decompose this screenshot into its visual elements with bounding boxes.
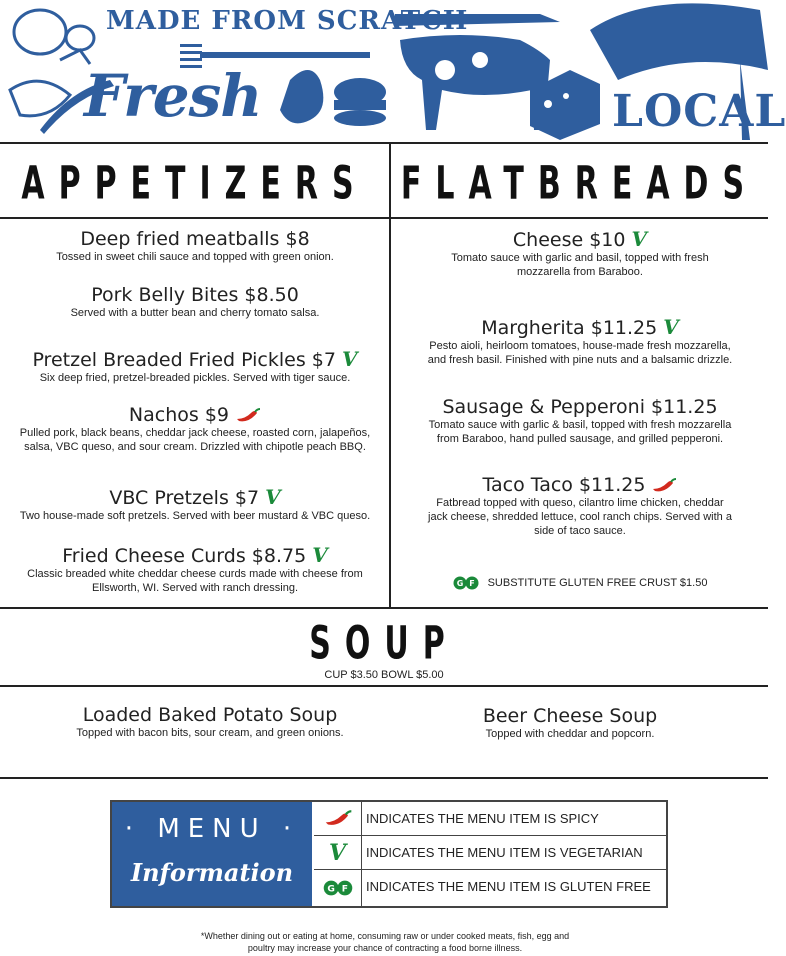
vegetarian-icon: V <box>265 485 281 509</box>
menu-label: · MENU · <box>124 814 300 844</box>
item-desc: Two house-made soft pretzels. Served with beer mustard & VBC queso. <box>19 510 371 522</box>
menu-item <box>10 348 380 385</box>
gluten-free-icon <box>453 576 479 590</box>
item-desc: Six deep fried, pretzel-breaded pickles. Served with tiger sauce. <box>39 372 351 384</box>
vegetarian-icon: V <box>631 227 648 251</box>
chili-pepper-icon <box>235 407 261 425</box>
item-desc: Pulled pork, black beans, cheddar jack cheese, roasted corn, jalapeños, <box>19 427 371 439</box>
item-desc: mozzarella from Baraboo. <box>517 266 643 278</box>
item-name: Taco Taco $11.25 <box>482 474 646 496</box>
footnote-line: poultry may increase your chance of contracting a food borne illness. <box>247 943 523 953</box>
item-name: VBC Pretzels $7 <box>109 487 260 509</box>
item-name: Sausage & Pepperoni $11.25 <box>442 396 718 418</box>
item-desc: Served with a butter bean and cherry tomato salsa. <box>70 307 320 319</box>
item-desc: jack cheese, shredded lettuce, cool ranch chips. Served with a <box>428 511 732 523</box>
svg-text:G: G <box>456 579 463 588</box>
item-name: Fried Cheese Curds $8.75 <box>62 545 307 567</box>
item-name: Cheese $10 <box>512 229 626 251</box>
item-desc: Topped with cheddar and popcorn. <box>485 728 655 740</box>
menu-item <box>10 486 380 523</box>
legend-row-gluten-free <box>314 870 666 906</box>
item-desc: Pesto aioli, heirloom tomatoes, house-made fresh mozzarella, <box>429 340 731 352</box>
menu-item <box>400 396 760 446</box>
item-desc: Classic breaded white cheddar cheese curds made with cheese from <box>27 568 363 580</box>
gluten-free-note <box>400 576 760 590</box>
menu-info-header <box>112 802 312 906</box>
information-label: Information <box>130 858 294 887</box>
menu-item <box>400 474 760 538</box>
gf-crust-text: SUBSTITUTE GLUTEN FREE CRUST $1.50 <box>487 576 708 589</box>
vegetarian-icon: V <box>342 347 358 371</box>
made-from-scratch-text: MADE FROM SCRATCH <box>106 6 469 36</box>
menu-item <box>400 228 760 279</box>
item-name: Pork Belly Bites $8.50 <box>91 284 299 306</box>
fresh-text: Fresh <box>84 62 262 130</box>
flatbreads-title: FLATBREADS <box>400 158 759 211</box>
menu-info-box <box>110 800 668 908</box>
item-name: Nachos $9 <box>128 404 230 426</box>
menu-item <box>10 404 380 454</box>
item-desc: Tossed in sweet chili sauce and topped with green onion. <box>56 251 334 263</box>
item-desc: from Baraboo, hand pulled sausage, and grilled pepperoni. <box>436 433 724 445</box>
item-name: Margherita $11.25 <box>481 317 658 339</box>
item-name: Deep fried meatballs $8 <box>80 228 310 250</box>
appetizers-title: APPETIZERS <box>21 158 368 211</box>
chili-pepper-icon <box>651 477 677 495</box>
divider <box>0 685 768 687</box>
divider <box>0 777 768 779</box>
item-name: Beer Cheese Soup <box>482 705 658 727</box>
menu-item <box>10 284 380 320</box>
menu-item <box>40 704 380 740</box>
gluten-free-icon <box>323 880 353 896</box>
soup-title: SOUP <box>309 618 459 671</box>
svg-text:F: F <box>341 884 348 895</box>
item-desc: Ellsworth, WI. Served with ranch dressing. <box>91 582 299 594</box>
legend-text: INDICATES THE MENU ITEM IS VEGETARIAN <box>366 845 643 860</box>
food-safety-footnote <box>180 930 590 954</box>
menu-item <box>10 228 380 264</box>
menu-item <box>10 544 380 595</box>
item-desc: Tomato sauce with garlic and basil, topped with fresh <box>451 252 709 264</box>
item-desc: salsa, VBC queso, and sour cream. Drizzled with chipotle peach BBQ. <box>24 441 366 453</box>
item-name: Pretzel Breaded Fried Pickles $7 <box>32 349 336 371</box>
item-desc: Tomato sauce with garlic & basil, topped with fresh mozzarella <box>428 419 732 431</box>
divider <box>0 217 768 219</box>
footnote-line: *Whether dining out or eating at home, consuming raw or under cooked meats, fish, egg and <box>200 931 570 941</box>
item-name: Loaded Baked Potato Soup <box>82 704 338 726</box>
legend-text: INDICATES THE MENU ITEM IS SPICY <box>366 811 599 826</box>
svg-text:F: F <box>468 579 475 588</box>
column-divider <box>389 142 391 608</box>
menu-item <box>400 316 760 367</box>
legend-text: INDICATES THE MENU ITEM IS GLUTEN FREE <box>366 879 651 894</box>
soup-price-text: CUP $3.50 BOWL $5.00 <box>324 669 444 681</box>
item-desc: Fatbread topped with queso, cilantro lime chicken, cheddar <box>436 497 724 509</box>
divider <box>0 142 768 144</box>
item-desc: Topped with bacon bits, sour cream, and green onions. <box>76 727 344 739</box>
soup-pricing <box>0 668 768 682</box>
item-desc: and fresh basil. Finished with pine nuts and a balsamic drizzle. <box>427 354 733 366</box>
svg-text:G: G <box>326 884 335 895</box>
divider <box>0 607 768 609</box>
vegetarian-icon: V <box>328 839 347 866</box>
legend-row-vegetarian <box>314 836 666 870</box>
menu-item <box>400 705 740 741</box>
chili-pepper-icon <box>323 809 353 829</box>
header-banner <box>0 0 786 142</box>
local-text: LOCAL <box>612 86 786 137</box>
vegetarian-icon: V <box>663 315 679 339</box>
item-desc: side of taco sauce. <box>534 525 626 537</box>
legend-row-spicy <box>314 802 666 836</box>
vegetarian-icon: V <box>312 543 328 567</box>
